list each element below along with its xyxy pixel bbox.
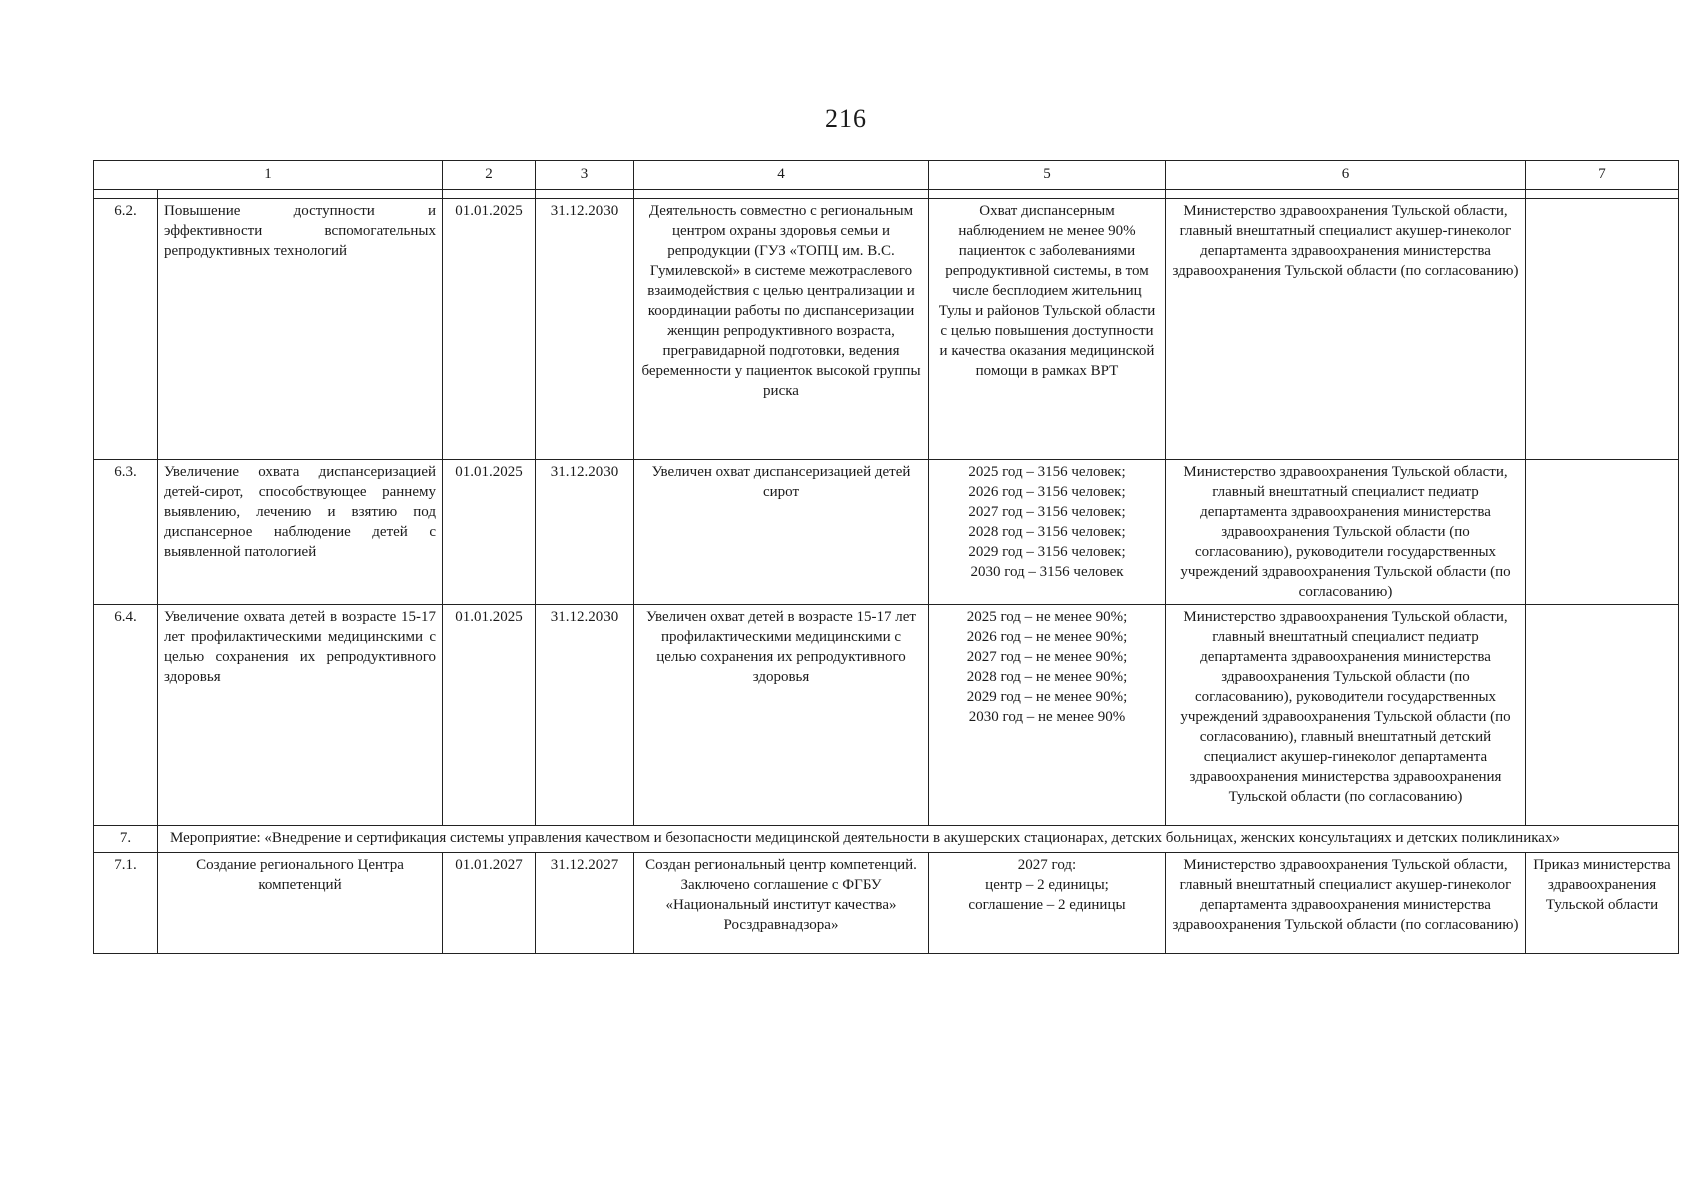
measure-name: Увеличение охвата диспансеризацией детей-сирот, способствующее раннему выявлению, лечению и взятию под диспансерное наблюдение детей с выявленной патологией — [158, 460, 443, 605]
page-number: 216 — [825, 104, 867, 133]
responsible-party: Министерство здравоохранения Тульской области, главный внештатный специалист педиатр департамента здравоохранения министерства здравоохранения Тульской области (по согласованию), руководители государственных учреждений здравоохранения Тульской области (по согласованию) — [1166, 460, 1526, 605]
measures-table — [93, 160, 1679, 954]
row-number: 6.2. — [94, 199, 158, 460]
document-cell — [1526, 199, 1679, 460]
end-date: 31.12.2027 — [536, 853, 634, 954]
start-date: 01.01.2025 — [443, 605, 536, 826]
header-row — [94, 161, 1679, 190]
start-date: 01.01.2025 — [443, 199, 536, 460]
column-header-4: 4 — [634, 161, 929, 190]
column-header-6: 6 — [1166, 161, 1526, 190]
measure-description: Увеличен охват диспансеризацией детей сирот — [634, 460, 929, 605]
measure-name: Повышение доступности и эффективности вспомогательных репродуктивных технологий — [158, 199, 443, 460]
measure-description: Деятельность совместно с региональным центром охраны здоровья семьи и репродукции (ГУЗ «ТОПЦ им. В.С. Гумилевской» в системе межотраслевого взаимодействия с целью централизации и координации работы по диспансеризации женщин репродуктивного возраста, прегравидарной подготовки, ведения беременности у пациенток высокой группы риска — [634, 199, 929, 460]
result-line: соглашение – 2 единицы — [968, 897, 1126, 913]
end-date: 31.12.2030 — [536, 605, 634, 826]
result-line: 2027 год – 3156 человек; — [968, 504, 1126, 520]
table-row — [94, 853, 1679, 954]
measure-description: Создан региональный центр компетенций. Заключено соглашение с ФГБУ «Национальный институт качества» Росздравнадзора» — [634, 853, 929, 954]
measure-name: Увеличение охвата детей в возрасте 15-17 лет профилактическими медицинскими с целью сохранения их репродуктивного здоровья — [158, 605, 443, 826]
document-cell: Приказ министерства здравоохранения Тульской области — [1526, 853, 1679, 954]
result-line: 2026 год – 3156 человек; — [968, 484, 1126, 500]
start-date: 01.01.2025 — [443, 460, 536, 605]
responsible-party: Министерство здравоохранения Тульской области, главный внештатный специалист педиатр департамента здравоохранения министерства здравоохранения Тульской области (по согласованию), руководители государственных учреждений здравоохранения Тульской области (по согласованию), главный внештатный детский специалист акушер-гинеколог департамента здравоохранения министерства здравоохранения Тульской области (по согласованию) — [1166, 605, 1526, 826]
table-row — [94, 199, 1679, 460]
table-row — [94, 605, 1679, 826]
row-number: 6.4. — [94, 605, 158, 826]
section-number: 7. — [94, 826, 158, 853]
section-row — [94, 826, 1679, 853]
result-line: 2027 год – не менее 90%; — [966, 649, 1128, 665]
measure-name: Создание регионального Центра компетенций — [158, 853, 443, 954]
table-row — [94, 460, 1679, 605]
start-date: 01.01.2027 — [443, 853, 536, 954]
column-header-3: 3 — [536, 161, 634, 190]
result-line: 2026 год – не менее 90%; — [966, 629, 1128, 645]
section-title: Мероприятие: «Внедрение и сертификация системы управления качеством и безопасности медицинской деятельности в акушерских стационарах, детских больницах, женских консультациях и детских поликлиниках» — [158, 826, 1679, 853]
result-line: 2030 год – не менее 90% — [968, 709, 1126, 725]
result-line: центр – 2 единицы; — [985, 877, 1109, 893]
result-line: 2027 год: — [1017, 857, 1077, 873]
header-gap — [94, 190, 1679, 199]
result-line: 2028 год – 3156 человек; — [968, 524, 1126, 540]
end-date: 31.12.2030 — [536, 460, 634, 605]
measure-description: Увеличен охват детей в возрасте 15-17 лет профилактическими медицинскими с целью сохранения их репродуктивного здоровья — [634, 605, 929, 826]
expected-result: Охват диспансерным наблюдением не менее 90% пациенток с заболеваниями репродуктивной системы, в том числе бесплодием жительниц Тулы и районов Тульской области с целью повышения доступности и качества оказания медицинской помощи в рамках ВРТ — [929, 199, 1166, 460]
result-line: 2028 год – не менее 90%; — [966, 669, 1128, 685]
expected-result — [929, 605, 1166, 826]
document-cell — [1526, 605, 1679, 826]
column-header-7: 7 — [1526, 161, 1679, 190]
row-number: 6.3. — [94, 460, 158, 605]
column-header-5: 5 — [929, 161, 1166, 190]
expected-result — [929, 460, 1166, 605]
responsible-party: Министерство здравоохранения Тульской области, главный внештатный специалист акушер-гинеколог департамента здравоохранения министерства здравоохранения Тульской области (по согласованию) — [1166, 199, 1526, 460]
result-line: 2030 год – 3156 человек — [970, 564, 1124, 580]
result-line: 2029 год – 3156 человек; — [968, 544, 1126, 560]
row-number: 7.1. — [94, 853, 158, 954]
document-cell — [1526, 460, 1679, 605]
result-line: 2029 год – не менее 90%; — [966, 689, 1128, 705]
result-line: 2025 год – 3156 человек; — [968, 464, 1126, 480]
responsible-party: Министерство здравоохранения Тульской области, главный внештатный специалист акушер-гинеколог департамента здравоохранения министерства здравоохранения Тульской области (по согласованию) — [1166, 853, 1526, 954]
expected-result — [929, 853, 1166, 954]
column-header-2: 2 — [443, 161, 536, 190]
end-date: 31.12.2030 — [536, 199, 634, 460]
result-line: 2025 год – не менее 90%; — [966, 609, 1128, 625]
column-header-1: 1 — [94, 161, 443, 190]
